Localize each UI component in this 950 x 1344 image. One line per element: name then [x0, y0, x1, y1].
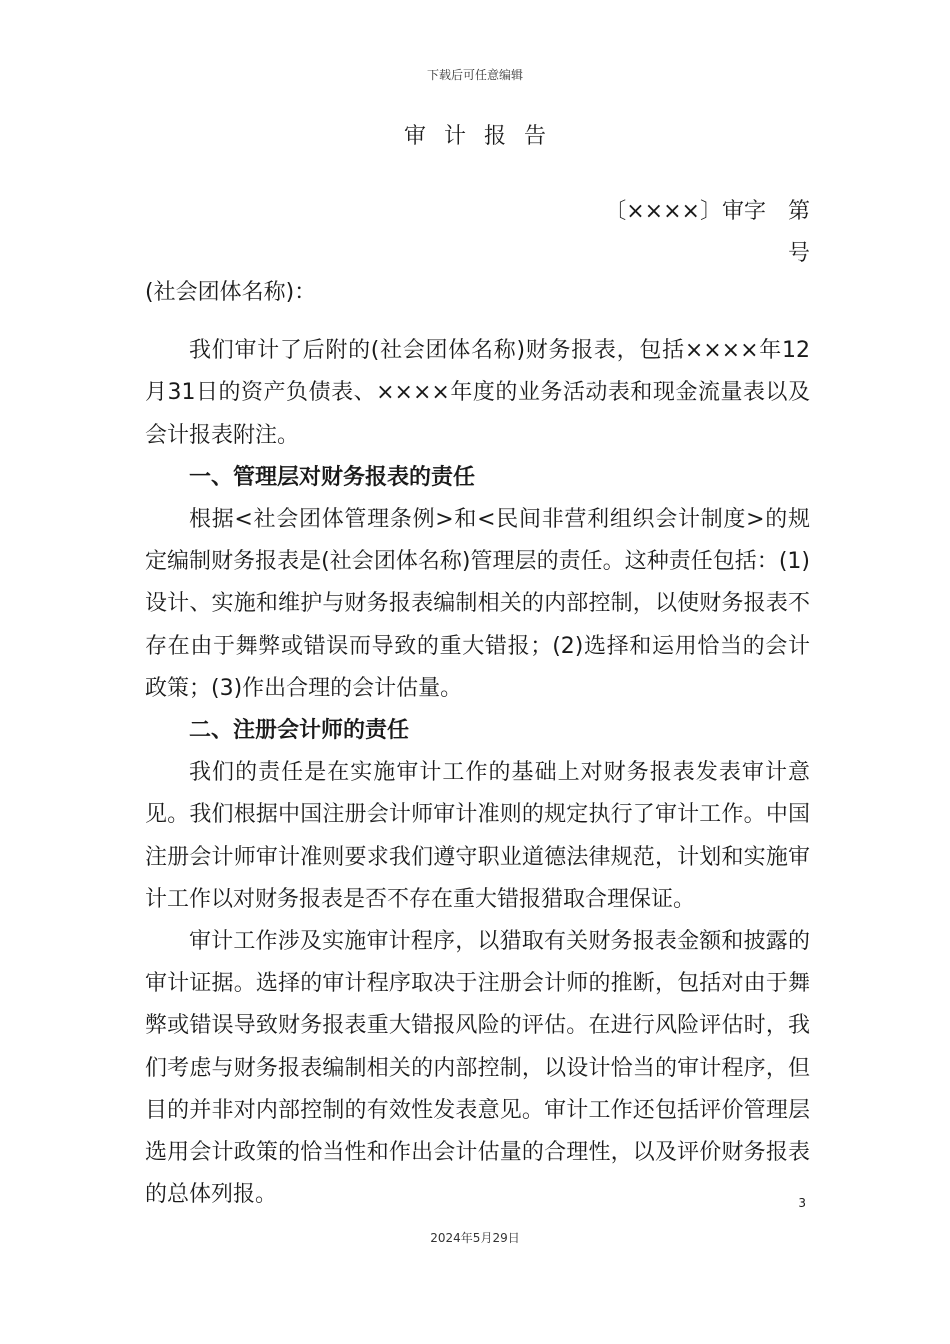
auditor-responsibility-paragraph: 我们的责任是在实施审计工作的基础上对财务报表发表审计意见。我们根据中国注册会计师审计准则的规定执行了审计工作。中国注册会计师审计准则要求我们遵守职业道德法律规范，计划和实施审计工作以对财务报表是否不存在重大错报猎取合理保证。: [145, 760, 810, 912]
audit-procedures-paragraph: 审计工作涉及实施审计程序，以猎取有关财务报表金额和披露的审计证据。选择的审计程序取决于注册会计师的推断，包括对由于舞弊或错误导致财务报表重大错报风险的评估。在进行风险评估时，我们考虑与财务报表编制相关的内部控制，以设计恰当的审计程序，但目的并非对内部控制的有效性发表意见。审计工作还包括评价管理层选用会计政策的恰当性和作出会计估量的合理性，以及评价财务报表的总体列报。: [145, 929, 810, 1208]
footer-date: 2024年5月29日: [430, 1231, 520, 1245]
addressee: (社会团体名称)：: [145, 280, 317, 305]
report-title: 审计报告: [403, 124, 564, 149]
header-note: 下载后可任意编辑: [426, 68, 523, 82]
report-body: [145, 272, 810, 1216]
section-heading-management: 一、管理层对财务报表的责任: [189, 464, 476, 490]
page-number: 3: [798, 1196, 806, 1210]
reference-number-suffix: 号: [787, 241, 810, 266]
reference-number: 〔××××〕审字 第: [604, 199, 810, 224]
intro-paragraph: 我们审计了后附的(社会团体名称)财务报表，包括××××年12月31日的资产负债表、××××年度的业务活动表和现金流量表以及会计报表附注。: [145, 338, 810, 448]
section-heading-auditor: 二、注册会计师的责任: [189, 718, 410, 744]
management-responsibility-paragraph: 根据<社会团体管理条例>和<民间非营利组织会计制度>的规定编制财务报表是(社会团体名称)管理层的责任。这种责任包括：(1)设计、实施和维护与财务报表编制相关的内部控制，以使财务报表不存在由于舞弊或错误而导致的重大错报；(2)选择和运用恰当的会计政策；(3)作出合理的会计估量。: [145, 507, 810, 701]
